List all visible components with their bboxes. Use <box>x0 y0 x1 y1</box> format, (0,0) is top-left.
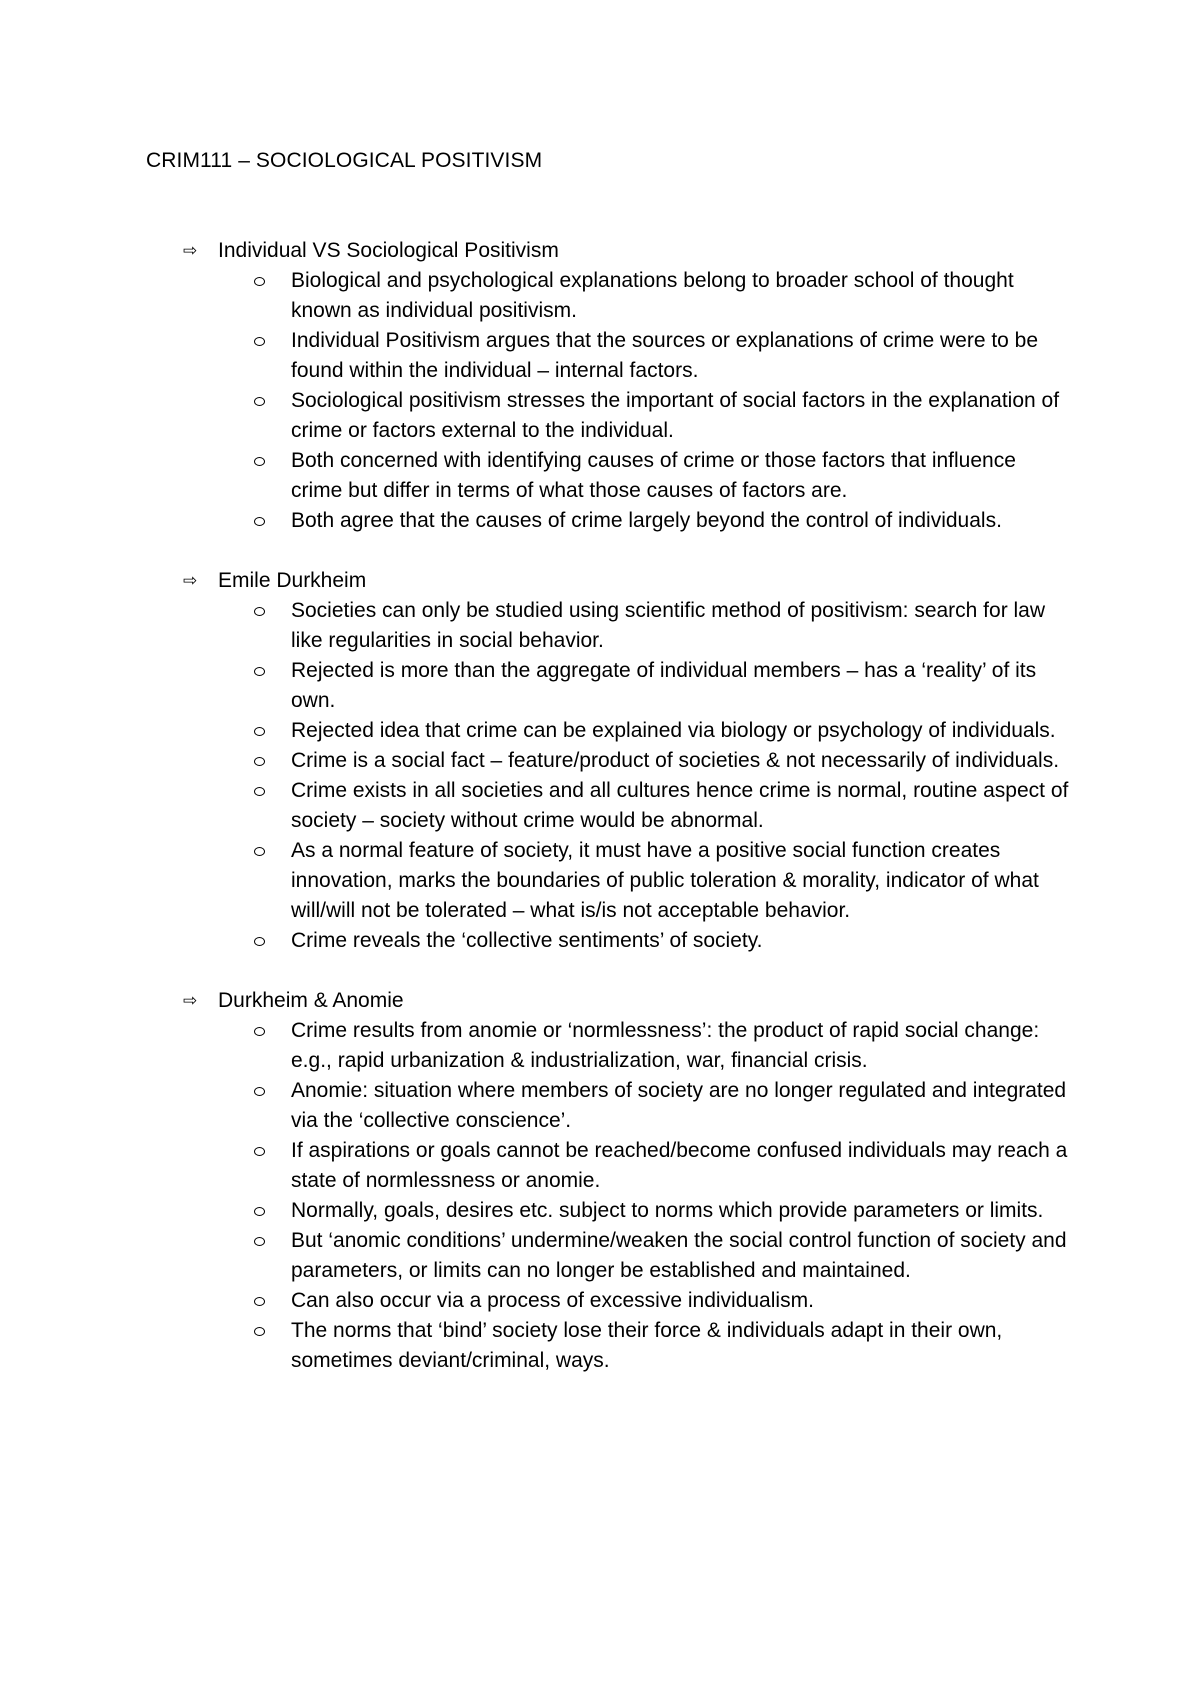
list-item <box>0 506 1200 536</box>
page-title: CRIM111 – SOCIOLOGICAL POSITIVISM <box>146 149 543 172</box>
list-item-text: Crime results from anomie or ‘normlessness’: the product of rapid social change: e.g., rapid urbanization & industrialization, war, financial crisis. <box>291 1019 1040 1072</box>
list-item-text: As a normal feature of society, it must have a positive social function creates innovation, marks the boundaries of public toleration & morality, indicator of what will/will not be tolerated – what is/is not acceptable behavior. <box>291 839 1039 922</box>
circle-bullet-icon <box>254 667 265 676</box>
list-item <box>0 1136 1200 1196</box>
double-arrow-icon: ⇨ <box>183 241 198 261</box>
list-item-text: Crime exists in all societies and all cultures hence crime is normal, routine aspect of society – society without crime would be abnormal. <box>291 779 1069 832</box>
list-item-text: If aspirations or goals cannot be reached/become confused individuals may reach a state of normlessness or anomie. <box>291 1139 1068 1192</box>
circle-bullet-icon <box>254 457 265 466</box>
list-item <box>0 1196 1200 1226</box>
circle-bullet-icon <box>254 757 265 766</box>
section-emile-durkheim <box>0 566 1200 956</box>
list-item-text: Sociological positivism stresses the important of social factors in the explanation of crime or factors external to the individual. <box>291 389 1060 442</box>
list-item <box>0 596 1200 656</box>
section-heading <box>0 236 1200 266</box>
list-item-text: Both concerned with identifying causes of crime or those factors that influence crime but differ in terms of what those causes of factors are. <box>291 449 1016 502</box>
circle-bullet-icon <box>254 1027 265 1036</box>
list-item <box>0 716 1200 746</box>
circle-bullet-icon <box>254 1087 265 1096</box>
list-item-text: Rejected idea that crime can be explained via biology or psychology of individuals. <box>291 719 1056 742</box>
circle-bullet-icon <box>254 1207 265 1216</box>
list-item <box>0 446 1200 506</box>
list-item <box>0 1286 1200 1316</box>
section-individual-vs-sociological <box>0 236 1200 536</box>
circle-bullet-icon <box>254 727 265 736</box>
circle-bullet-icon <box>254 847 265 856</box>
list-item-text: Individual Positivism argues that the sources or explanations of crime were to be found within the individual – internal factors. <box>291 329 1039 382</box>
section-heading-text: Individual VS Sociological Positivism <box>218 239 559 262</box>
list-item <box>0 1016 1200 1076</box>
circle-bullet-icon <box>254 1237 265 1246</box>
list-item <box>0 386 1200 446</box>
bullet-list <box>0 266 1200 536</box>
list-item <box>0 776 1200 836</box>
list-item <box>0 1226 1200 1286</box>
circle-bullet-icon <box>254 337 265 346</box>
list-item-text: Crime reveals the ‘collective sentiments’ of society. <box>291 929 763 952</box>
list-item <box>0 836 1200 926</box>
circle-bullet-icon <box>254 517 265 526</box>
circle-bullet-icon <box>254 1327 265 1336</box>
double-arrow-icon: ⇨ <box>183 571 198 591</box>
section-heading-text: Durkheim & Anomie <box>218 989 404 1012</box>
list-item <box>0 926 1200 956</box>
circle-bullet-icon <box>254 787 265 796</box>
circle-bullet-icon <box>254 1147 265 1156</box>
list-item-text: Societies can only be studied using scientific method of positivism: search for law like regularities in social behavior. <box>291 599 1046 652</box>
list-item-text: The norms that ‘bind’ society lose their force & individuals adapt in their own, sometimes deviant/criminal, ways. <box>291 1319 1003 1372</box>
list-item-text: Biological and psychological explanations belong to broader school of thought known as individual positivism. <box>291 269 1014 322</box>
list-item <box>0 1076 1200 1136</box>
list-item-text: Normally, goals, desires etc. subject to norms which provide parameters or limits. <box>291 1199 1044 1222</box>
list-item-text: Both agree that the causes of crime largely beyond the control of individuals. <box>291 509 1002 532</box>
section-durkheim-anomie <box>0 986 1200 1376</box>
section-heading-text: Emile Durkheim <box>218 569 367 592</box>
section-heading <box>0 986 1200 1016</box>
circle-bullet-icon <box>254 937 265 946</box>
list-item-text: Can also occur via a process of excessive individualism. <box>291 1289 814 1312</box>
list-item-text: Rejected is more than the aggregate of individual members – has a ‘reality’ of its own. <box>291 659 1037 712</box>
list-item <box>0 746 1200 776</box>
list-item-text: But ‘anomic conditions’ undermine/weaken the social control function of society and parameters, or limits can no longer be established and maintained. <box>291 1229 1067 1282</box>
bullet-list <box>0 1016 1200 1376</box>
list-item <box>0 326 1200 386</box>
circle-bullet-icon <box>254 607 265 616</box>
section-heading <box>0 566 1200 596</box>
circle-bullet-icon <box>254 1297 265 1306</box>
list-item <box>0 1316 1200 1376</box>
list-item <box>0 656 1200 716</box>
list-item <box>0 266 1200 326</box>
list-item-text: Crime is a social fact – feature/product of societies & not necessarily of individuals. <box>291 749 1060 772</box>
bullet-list <box>0 596 1200 956</box>
circle-bullet-icon <box>254 397 265 406</box>
sections-container <box>0 236 1200 1406</box>
double-arrow-icon: ⇨ <box>183 991 198 1011</box>
circle-bullet-icon <box>254 277 265 286</box>
list-item-text: Anomie: situation where members of society are no longer regulated and integrated via the ‘collective conscience’. <box>291 1079 1067 1132</box>
